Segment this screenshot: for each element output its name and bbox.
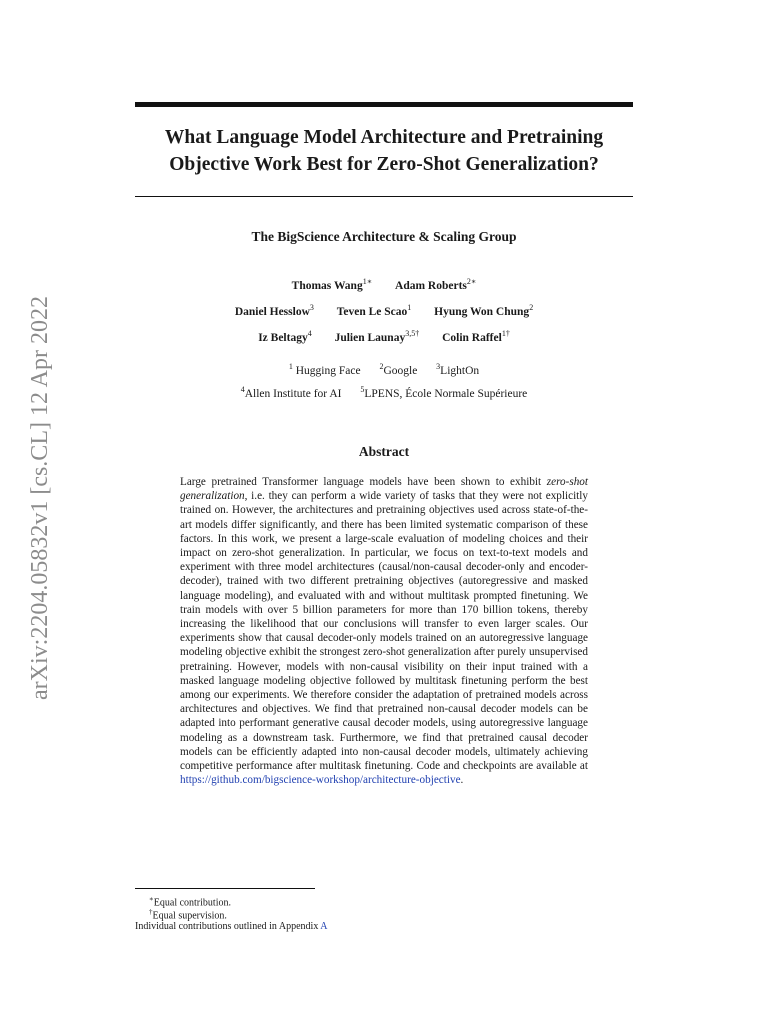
abstract-text: Large pretrained Transformer language models have been shown to exhibit zero-shot generalization, i.e. they can perform a wide variety of tasks that they were not explicitly trained on. However, the architectures and pretraining objectives used across state-of-the-art models differ significantly, and there has been limited systematic comparison of these factors. In this work, we present a large-scale evaluation of modeling choices and their impact on zero-shot generalization. In particular, we focus on text-to-text models and experiment with three model architectures (causal/non-causal decoder-only and encoder-decoder), trained with two different pretraining objectives (autoregressive and masked language modeling), and evaluated with and without multitask prompted finetuning. We train models with over 5 billion parameters for more than 170 billion tokens, thereby increasing the likelihood that our conclusions will transfer to even larger scales. Our experiments show that causal decoder-only models trained on an autoregressive language modeling objective exhibit the strongest zero-shot generalization after purely unsupervised pretraining. However, models with non-causal visibility on their input trained with a masked language modeling objective followed by multitask finetuning perform the best among our experiments. We therefore consider the adaptation of pretrained models across architectures and objectives. We find that pretrained non-causal decoder models can be adapted into performant generative causal decoder models, using autoregressive language modeling as a downstream task. Furthermore, we find that pretrained causal decoder models can be efficiently adapted into non-causal decoder models, ultimately achieving competitive performance after multitask finetuning. Code and checkpoints are available at https://github.com/bigscience-workshop/architecture-objective. (180, 476, 588, 787)
author: Iz Beltagy$^4$ (258, 329, 312, 344)
footnote-rule (135, 888, 315, 889)
author: Adam Roberts$^{2∗}$ (395, 277, 477, 292)
author: Julien Launay$^{3,5\dagger}$ (334, 329, 420, 344)
affiliation: $^5$LPENS, École Normale Supérieure (360, 385, 528, 400)
abstract-heading: Abstract (358, 444, 410, 459)
author-group: The BigScience Architecture & Scaling Group (251, 229, 517, 244)
author: Daniel Hesslow$^3$ (234, 303, 314, 318)
author: Thomas Wang$^{1∗}$ (291, 277, 373, 292)
author-row-2 (135, 303, 633, 318)
affiliation: $^2$Google (379, 362, 418, 377)
code-link[interactable]: https://github.com/bigscience-workshop/architecture-objective (180, 774, 461, 787)
footnote-equal-supervision: †Equal supervision. (149, 908, 227, 922)
paper-title (135, 124, 633, 178)
appendix-link[interactable]: A (320, 921, 328, 932)
author-row-3 (135, 329, 633, 344)
arxiv-stamp: arXiv:2204.05832v1 [cs.CL] 12 Apr 2022 (27, 296, 53, 700)
title-bottom-rule (135, 196, 633, 197)
author-row-1 (135, 277, 633, 292)
affiliation: $^4$Allen Institute for AI (240, 385, 342, 400)
title-line-2: Objective Work Best for Zero-Shot Generalization? (169, 154, 599, 175)
title-line-1: What Language Model Architecture and Pretraining (164, 127, 604, 148)
author: Hyung Won Chung$^2$ (434, 303, 534, 318)
author: Teven Le Scao$^1$ (336, 303, 412, 318)
affiliation: $^3$LightOn (436, 362, 480, 377)
affiliation: $^1$ Hugging Face (288, 362, 361, 377)
affiliation-row-2 (135, 385, 633, 400)
title-top-rule (135, 102, 633, 107)
footnote-equal-contribution: ∗Equal contribution. (149, 895, 231, 909)
affiliation-row-1 (135, 362, 633, 377)
author: Colin Raffel$^{1\dagger}$ (442, 329, 510, 344)
footnote-contributions: Individual contributions outlined in Appendix A (135, 921, 328, 932)
